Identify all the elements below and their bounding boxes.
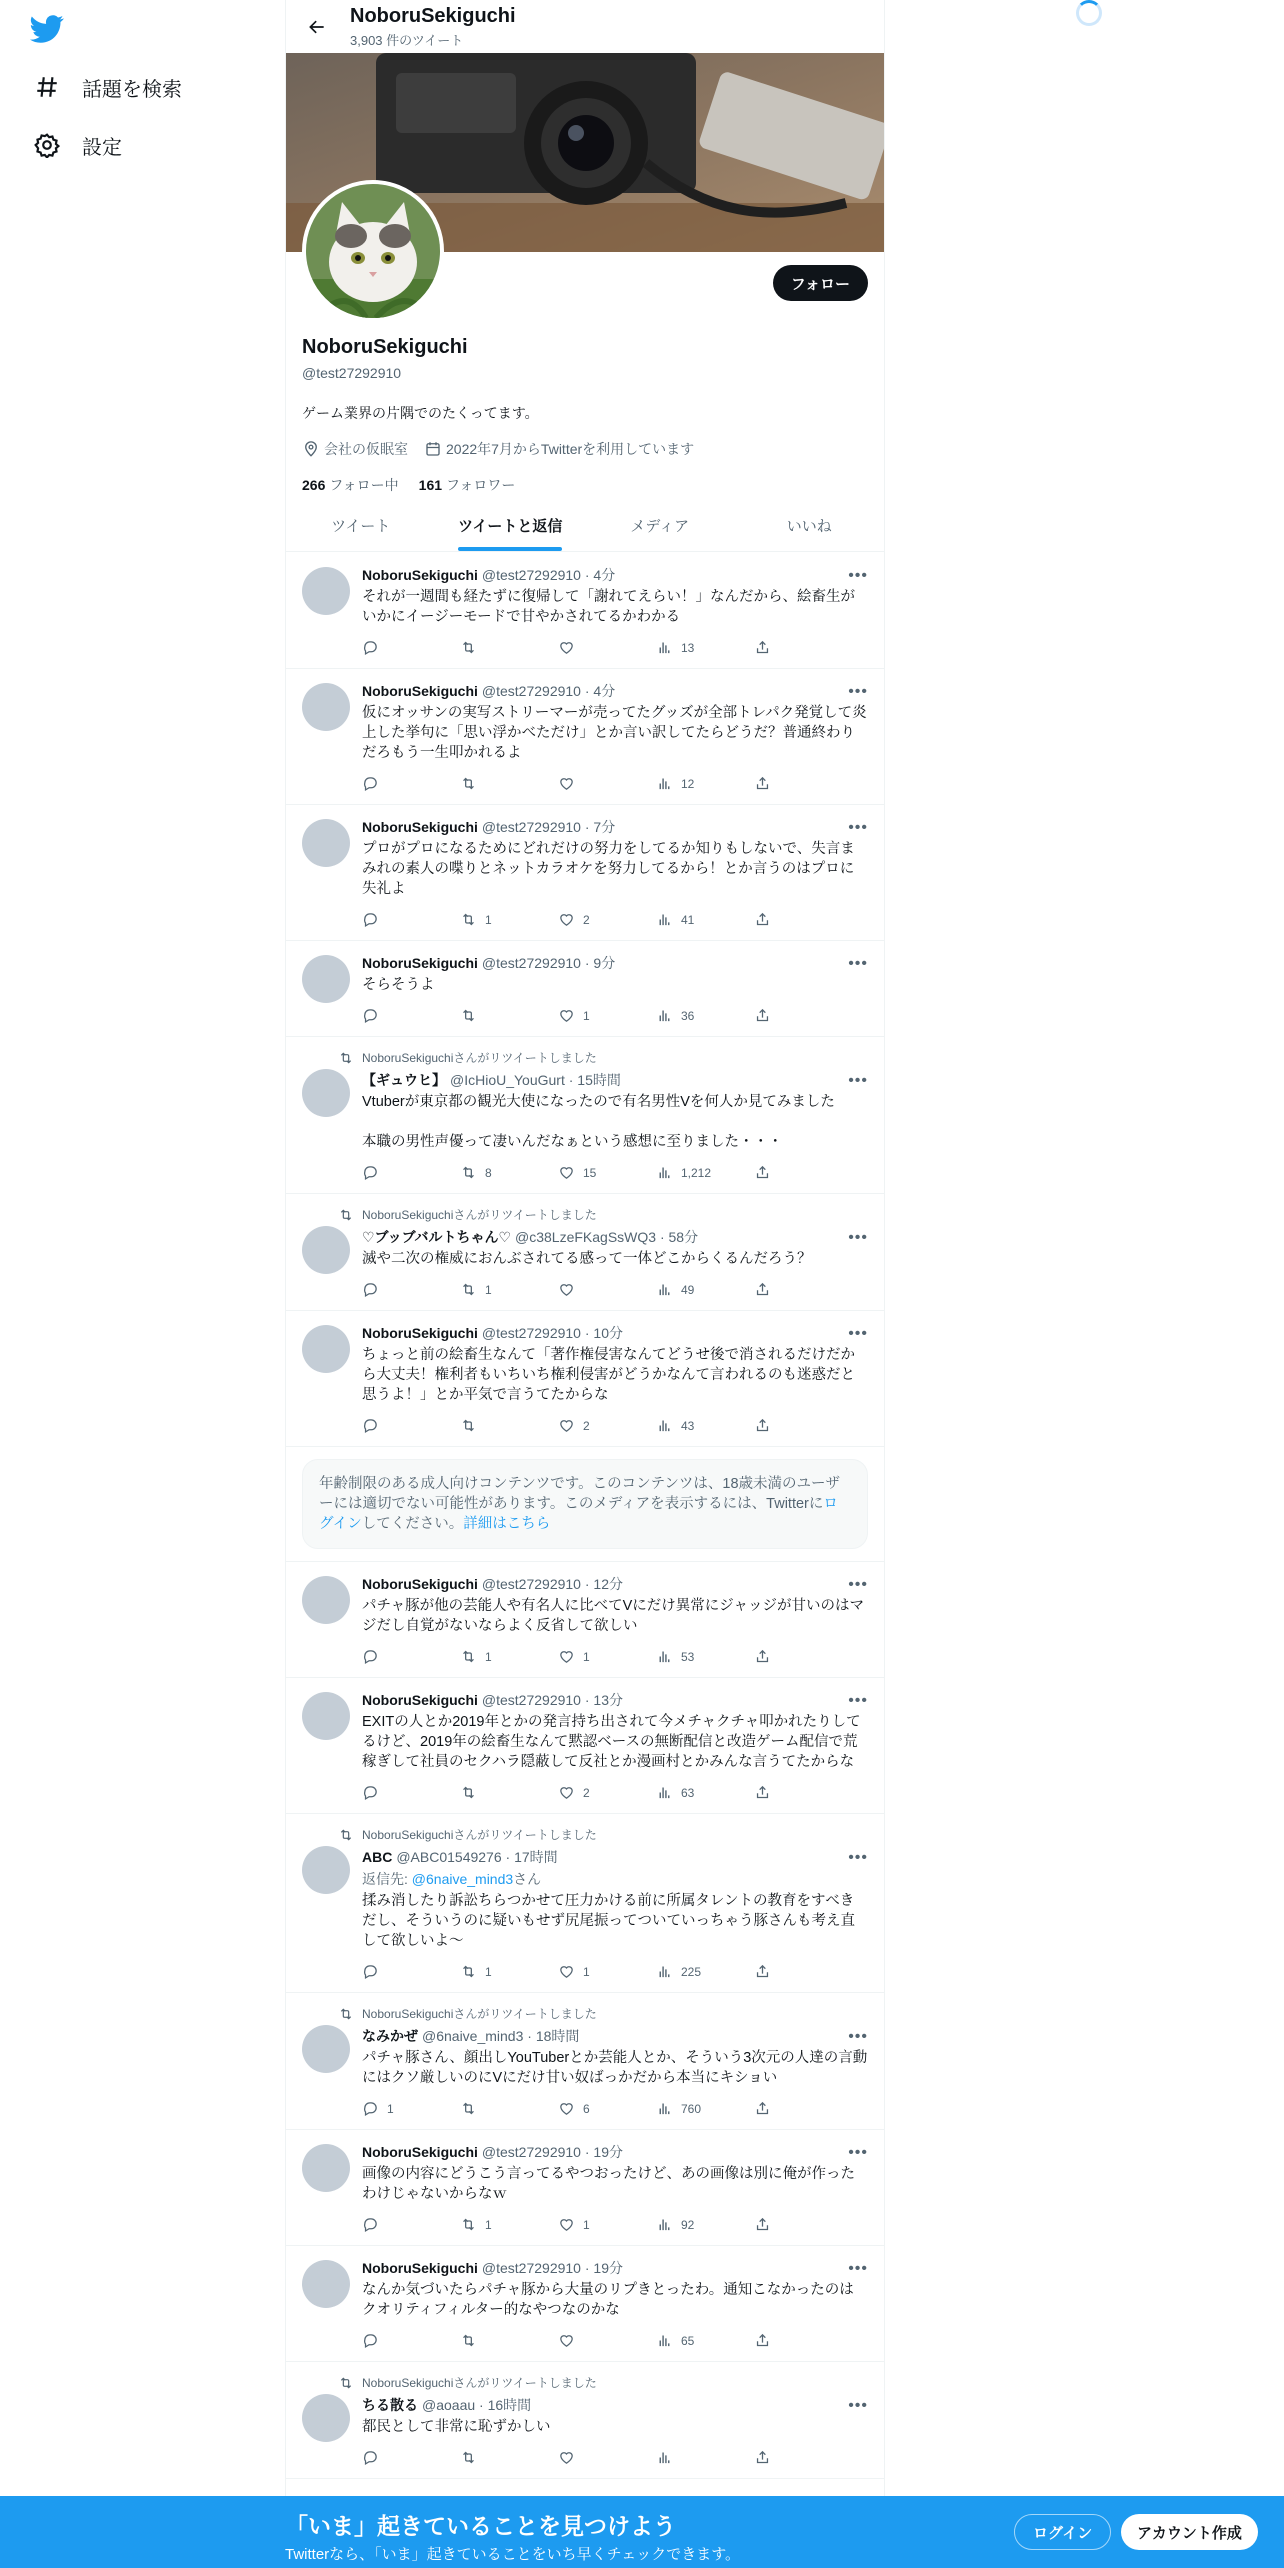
reply-icon xyxy=(362,911,379,928)
tweet-avatar[interactable] xyxy=(302,2394,350,2442)
reply-icon xyxy=(362,1281,379,1298)
like-button[interactable]: 2 xyxy=(558,1784,656,1801)
tweet[interactable] xyxy=(286,1993,884,2130)
share-button[interactable] xyxy=(754,1784,779,1801)
views-button[interactable]: 760 xyxy=(656,2100,754,2117)
retweet-button[interactable]: 1 xyxy=(460,1963,558,1980)
retweet-button[interactable] xyxy=(460,1007,558,1024)
back-arrow-icon[interactable] xyxy=(300,10,334,44)
profile-display-name: NoboruSekiguchi xyxy=(302,336,468,358)
tweet-meta[interactable]: @test27292910 · 19分 xyxy=(481,2144,623,2160)
tweet[interactable] xyxy=(286,2130,884,2246)
views-button[interactable]: 13 xyxy=(656,639,754,656)
tweet-avatar[interactable] xyxy=(302,2025,350,2073)
retweet-small-icon xyxy=(338,1050,354,1066)
tweet-text: 揉み消したり訴訟ちらつかせて圧力かける前に所属タレントの教育をすべきだし、そういうのに疑いもせず尻尾振ってついていっちゃう豚さんも考え直して欲しいよ〜 xyxy=(362,1893,855,1949)
retweet-small-icon xyxy=(338,2006,354,2022)
reply-button[interactable] xyxy=(362,2449,460,2466)
profile-handle: @test27292910 xyxy=(302,365,402,381)
heart-icon xyxy=(558,911,575,928)
tweet-meta[interactable]: @test27292910 · 12分 xyxy=(481,1576,623,1592)
views-chart-icon xyxy=(656,1164,673,1181)
like-button[interactable]: 1 xyxy=(558,1648,656,1665)
tweet-text: パチャ豚が他の芸能人や有名人に比べてVにだけ異常にジャッジが甘いのはマジだし自覚がないならよく反省して欲しい xyxy=(362,1598,864,1634)
more-options-icon[interactable]: ••• xyxy=(848,2397,868,2414)
timeline xyxy=(286,553,884,2479)
hashtag-icon xyxy=(34,74,60,100)
retweeted-by-label: NoboruSekiguchiさんがリツイートしました xyxy=(338,1206,868,1223)
tweet-avatar[interactable] xyxy=(302,1226,350,1274)
retweet-icon xyxy=(460,1417,477,1434)
tweet-avatar[interactable] xyxy=(302,683,350,731)
retweet-button[interactable] xyxy=(460,775,558,792)
tweet[interactable] xyxy=(286,1194,884,1311)
like-button[interactable]: 2 xyxy=(558,1417,656,1434)
tweet-text: パチャ豚さん、顔出しYouTuberとか芸能人とか、そういう3次元の人達の言動にはクソ厳しいのにVにだけ甘い奴ばっかだから本当にキショい xyxy=(362,2050,868,2086)
reply-icon xyxy=(362,2449,379,2466)
more-options-icon[interactable]: ••• xyxy=(848,1325,868,1342)
retweet-small-icon xyxy=(338,1827,354,1843)
follow-button[interactable]: フォロー xyxy=(773,265,868,301)
views-button[interactable]: 53 xyxy=(656,1648,754,1665)
tweet-author-name[interactable]: NoboruSekiguchi xyxy=(362,819,478,835)
tweet-avatar[interactable] xyxy=(302,1576,350,1624)
views-chart-icon xyxy=(656,1648,673,1665)
views-chart-icon xyxy=(656,1281,673,1298)
share-icon xyxy=(754,2332,771,2349)
views-button[interactable]: 43 xyxy=(656,1417,754,1434)
retweet-button[interactable] xyxy=(460,2449,558,2466)
tweet-author-name[interactable]: NoboruSekiguchi xyxy=(362,955,478,971)
tweet-text: プロがプロになるためにどれだけの努力をしてるか知りもしないで、失言まみれの素人の喋りとネットカラオケを努力してるから！とか言うのはプロに失礼よ xyxy=(362,841,855,897)
tweet-text: Vtuberが東京都の観光大使になったので有名男性Vを何人か見てみました 本職の男性声優って凄いんだなぁという感想に至りました・・・ xyxy=(362,1094,835,1150)
views-button[interactable] xyxy=(656,2449,754,2466)
profile-column xyxy=(285,0,885,2568)
retweeted-by-label: NoboruSekiguchiさんがリツイートしました xyxy=(338,1049,868,1066)
reply-button[interactable] xyxy=(362,1648,460,1665)
retweet-small-icon xyxy=(338,2375,354,2391)
views-chart-icon xyxy=(656,911,673,928)
views-chart-icon xyxy=(656,1963,673,1980)
profile-joined: 2022年7月からTwitterを利用しています xyxy=(424,439,694,459)
calendar-icon xyxy=(424,440,442,458)
tweet-avatar[interactable] xyxy=(302,2260,350,2308)
share-icon xyxy=(754,1007,771,1024)
followers-count-link[interactable]: 161 フォロワー xyxy=(418,477,516,493)
retweet-icon xyxy=(460,639,477,656)
tweet-text: EXITの人とか2019年とかの発言持ち出されて今メチャクチャ叩かれたりしてるけど、2019年の絵畜生なんて黙認ベースの無断配信と改造ゲーム配信で荒稼ぎして社員のセクハラ隠蔽して反社とか漫画村とかみんな言うてたからな xyxy=(362,1714,861,1770)
reply-icon xyxy=(362,2100,379,2117)
profile-bio: ゲーム業界の片隅でのたくってます。 xyxy=(302,405,539,421)
retweet-icon xyxy=(460,775,477,792)
tweet-meta[interactable]: @test27292910 · 4分 xyxy=(481,567,616,583)
tweet-avatar[interactable] xyxy=(302,1069,350,1117)
reply-icon xyxy=(362,1417,379,1434)
tweet-meta[interactable]: @test27292910 · 9分 xyxy=(481,955,616,971)
like-button[interactable]: 6 xyxy=(558,2100,656,2117)
views-chart-icon xyxy=(656,1007,673,1024)
tweet-author-name[interactable]: ちる散る xyxy=(362,2397,418,2413)
share-icon xyxy=(754,2449,771,2466)
views-button[interactable]: 12 xyxy=(656,775,754,792)
tweet[interactable] xyxy=(286,1678,884,1814)
tweet-meta[interactable]: @test27292910 · 10分 xyxy=(481,1325,623,1341)
tab-tweets[interactable]: ツイート xyxy=(331,517,391,535)
reply-icon xyxy=(362,775,379,792)
share-icon xyxy=(754,1784,771,1801)
tweet-text: 仮にオッサンの実写ストリーマーが売ってたグッズが全部トレパク発覚して炎上した挙句に「思い浮かべただけ」とか言い訳してたらどうだ？普通終わりだろもう一生叩かれるよ xyxy=(362,705,867,761)
retweet-button[interactable]: 1 xyxy=(460,911,558,928)
views-button[interactable]: 225 xyxy=(656,1963,754,1980)
tweet[interactable] xyxy=(286,2246,884,2362)
tweet-author-name[interactable]: 【ギュウヒ】 xyxy=(362,1072,446,1088)
retweeted-by-label: NoboruSekiguchiさんがリツイートしました xyxy=(338,2005,868,2022)
reply-button[interactable] xyxy=(362,775,460,792)
tweet-meta[interactable]: @c38LzeFKagSsWQ3 · 58分 xyxy=(515,1229,699,1245)
nav-settings-label: 設定 xyxy=(82,136,122,159)
tweet-text: 滅や二次の権威におんぶされてる感って一体どこからくるんだろう？ xyxy=(362,1251,812,1267)
share-button[interactable] xyxy=(754,2449,779,2466)
reply-button[interactable] xyxy=(362,911,460,928)
tweet-author-name[interactable]: NoboruSekiguchi xyxy=(362,1692,478,1708)
more-options-icon[interactable]: ••• xyxy=(848,1692,868,1709)
retweet-icon xyxy=(460,2216,477,2233)
views-button[interactable]: 1,212 xyxy=(656,1164,754,1181)
share-button[interactable] xyxy=(754,1417,779,1434)
tweet-meta[interactable]: @test27292910 · 4分 xyxy=(481,683,616,699)
tweet[interactable] xyxy=(286,1814,884,1993)
heart-icon xyxy=(558,2216,575,2233)
reply-icon xyxy=(362,1963,379,1980)
tweet-avatar[interactable] xyxy=(302,819,350,867)
share-button[interactable] xyxy=(754,1963,779,1980)
reply-icon xyxy=(362,1164,379,1181)
share-icon xyxy=(754,1164,771,1181)
like-button[interactable]: 1 xyxy=(558,2216,656,2233)
share-button[interactable] xyxy=(754,1164,779,1181)
share-icon xyxy=(754,1963,771,1980)
views-chart-icon xyxy=(656,2100,673,2117)
views-chart-icon xyxy=(656,2449,673,2466)
header-name: NoboruSekiguchi xyxy=(350,4,516,27)
heart-icon xyxy=(558,2332,575,2349)
retweet-icon xyxy=(460,1281,477,1298)
retweeted-by-label: NoboruSekiguchiさんがリツイートしました xyxy=(338,2374,868,2391)
like-button[interactable] xyxy=(558,1281,656,1298)
share-button[interactable] xyxy=(754,1007,779,1024)
tweet-meta[interactable]: @test27292910 · 19分 xyxy=(481,2260,623,2276)
views-button[interactable]: 65 xyxy=(656,2332,754,2349)
retweet-icon xyxy=(460,1164,477,1181)
views-button[interactable]: 63 xyxy=(656,1784,754,1801)
more-options-icon[interactable]: ••• xyxy=(848,2260,868,2277)
tweet-avatar[interactable] xyxy=(302,1846,350,1894)
heart-icon xyxy=(558,639,575,656)
tweet-author-name[interactable]: NoboruSekiguchi xyxy=(362,2144,478,2160)
share-button[interactable] xyxy=(754,2216,779,2233)
more-options-icon[interactable]: ••• xyxy=(848,567,868,584)
share-icon xyxy=(754,2100,771,2117)
reply-icon xyxy=(362,2332,379,2349)
profile-header-bar xyxy=(286,0,884,53)
share-icon xyxy=(754,1281,771,1298)
tweet-avatar[interactable] xyxy=(302,567,350,615)
share-button[interactable] xyxy=(754,911,779,928)
reply-icon xyxy=(362,1007,379,1024)
retweet-button[interactable] xyxy=(460,2100,558,2117)
share-button[interactable] xyxy=(754,639,779,656)
share-button[interactable] xyxy=(754,2332,779,2349)
reply-icon xyxy=(362,1784,379,1801)
tweet[interactable] xyxy=(286,553,884,669)
views-chart-icon xyxy=(656,2332,673,2349)
more-options-icon[interactable]: ••• xyxy=(848,2144,868,2161)
reply-button[interactable] xyxy=(362,1784,460,1801)
notice-details-link[interactable]: 詳細はこちら xyxy=(463,1516,551,1532)
loading-spinner-icon xyxy=(1076,0,1102,26)
reply-button[interactable] xyxy=(362,639,460,656)
heart-icon xyxy=(558,1417,575,1434)
tweet-text: 画像の内容にどうこう言ってるやつおったけど、あの画像は別に俺が作ったわけじゃないからなｗ xyxy=(362,2166,855,2202)
profile-tabs xyxy=(286,499,884,552)
like-button[interactable]: 2 xyxy=(558,911,656,928)
gear-icon xyxy=(34,132,60,158)
signup-banner xyxy=(0,2496,1284,2568)
tweet-avatar[interactable] xyxy=(302,2144,350,2192)
tweet[interactable] xyxy=(286,1562,884,1678)
tweet-author-name[interactable]: NoboruSekiguchi xyxy=(362,2260,478,2276)
more-options-icon[interactable]: ••• xyxy=(848,955,868,972)
reply-button[interactable] xyxy=(362,2332,460,2349)
profile-info xyxy=(302,336,870,495)
tweet-author-name[interactable]: NoboruSekiguchi xyxy=(362,567,478,583)
signup-banner-subtitle: Twitterなら、「いま」起きていることをいち早くチェックできます。 xyxy=(285,2546,741,2563)
location-pin-icon xyxy=(302,440,320,458)
tweet[interactable] xyxy=(286,1037,884,1194)
retweet-icon xyxy=(460,911,477,928)
like-button[interactable]: 15 xyxy=(558,1164,656,1181)
signup-banner-title: 「いま」起きていることを見つけよう xyxy=(285,2513,676,2539)
retweet-button[interactable]: 1 xyxy=(460,1648,558,1665)
signup-button[interactable]: アカウント作成 xyxy=(1121,2514,1258,2550)
retweet-button[interactable]: 1 xyxy=(460,1281,558,1298)
views-button[interactable]: 49 xyxy=(656,1281,754,1298)
nav-explore-label: 話題を検索 xyxy=(82,78,182,101)
nav-settings[interactable] xyxy=(34,125,122,165)
tweet[interactable] xyxy=(286,2362,884,2479)
retweet-icon xyxy=(460,1784,477,1801)
heart-icon xyxy=(558,1784,575,1801)
reply-button[interactable] xyxy=(362,1417,460,1434)
share-icon xyxy=(754,639,771,656)
tweet-author-name[interactable]: NoboruSekiguchi xyxy=(362,683,478,699)
tweet-author-name[interactable]: なみかぜ xyxy=(362,2028,418,2044)
retweeted-by-label: NoboruSekiguchiさんがリツイートしました xyxy=(338,1826,868,1843)
profile-location: 会社の仮眠室 xyxy=(302,439,408,459)
reply-button[interactable] xyxy=(362,1007,460,1024)
tweet-meta[interactable]: @6naive_mind3 · 18時間 xyxy=(422,2028,580,2044)
tab-tweets-and-replies[interactable]: ツイートと返信 xyxy=(436,499,586,551)
tweet-meta[interactable]: @test27292910 · 13分 xyxy=(481,1692,623,1708)
nav-explore[interactable] xyxy=(34,67,182,107)
tweet-avatar[interactable] xyxy=(302,1325,350,1373)
heart-icon xyxy=(558,1007,575,1024)
tweet-author-name[interactable]: ABC xyxy=(362,1849,393,1865)
share-button[interactable] xyxy=(754,1281,779,1298)
more-options-icon[interactable]: ••• xyxy=(848,1229,868,1246)
views-button[interactable]: 36 xyxy=(656,1007,754,1024)
heart-icon xyxy=(558,1648,575,1665)
retweet-icon xyxy=(460,1648,477,1665)
retweet-icon xyxy=(460,1963,477,1980)
reply-button[interactable] xyxy=(362,1164,460,1181)
login-button[interactable]: ログイン xyxy=(1014,2514,1111,2550)
like-button[interactable]: 1 xyxy=(558,1007,656,1024)
notice-login-link[interactable]: ログイン xyxy=(319,1496,838,1532)
tweet-avatar[interactable] xyxy=(302,955,350,1003)
tweet-avatar[interactable] xyxy=(302,1692,350,1740)
more-options-icon[interactable]: ••• xyxy=(848,683,868,700)
tweet-author-name[interactable]: NoboruSekiguchi xyxy=(362,1325,478,1341)
retweet-button[interactable] xyxy=(460,2332,558,2349)
share-button[interactable] xyxy=(754,775,779,792)
header-tweet-count: 3,903 件のツイート xyxy=(350,32,464,48)
share-icon xyxy=(754,775,771,792)
tweet[interactable] xyxy=(286,1311,884,1447)
tweet-meta[interactable]: @IcHioU_YouGurt · 15時間 xyxy=(450,1072,621,1088)
views-chart-icon xyxy=(656,1417,673,1434)
tweet[interactable] xyxy=(286,805,884,941)
heart-icon xyxy=(558,2449,575,2466)
retweet-icon xyxy=(460,2332,477,2349)
like-button[interactable] xyxy=(558,2332,656,2349)
tweet-meta[interactable]: @ABC01549276 · 17時間 xyxy=(396,1849,558,1865)
tweet-meta[interactable]: @test27292910 · 7分 xyxy=(481,819,616,835)
tweet-text: そらそうよ xyxy=(362,977,435,993)
more-options-icon[interactable]: ••• xyxy=(848,1072,868,1089)
heart-icon xyxy=(558,775,575,792)
heart-icon xyxy=(558,1963,575,1980)
tweet-text: 都民として非常に恥ずかしい xyxy=(362,2419,551,2435)
share-button[interactable] xyxy=(754,1648,779,1665)
reply-to-label: 返信先: @6naive_mind3さん xyxy=(362,1871,542,1887)
tweet[interactable] xyxy=(286,669,884,805)
retweet-button[interactable]: 8 xyxy=(460,1164,558,1181)
heart-icon xyxy=(558,2100,575,2117)
share-icon xyxy=(754,2216,771,2233)
retweet-small-icon xyxy=(338,1207,354,1223)
more-options-icon[interactable]: ••• xyxy=(848,1576,868,1593)
retweet-button[interactable] xyxy=(460,639,558,656)
tweet[interactable] xyxy=(286,941,884,1037)
reply-button[interactable] xyxy=(362,1281,460,1298)
tab-likes[interactable]: いいね xyxy=(786,517,832,535)
tweet-text: なんか気づいたらパチャ豚から大量のリプきとったわ。通知こなかったのはクオリティフィルター的なやつなのかな xyxy=(362,2282,854,2318)
like-button[interactable] xyxy=(558,639,656,656)
share-icon xyxy=(754,1417,771,1434)
reply-icon xyxy=(362,2216,379,2233)
reply-button[interactable] xyxy=(362,2216,460,2233)
share-button[interactable] xyxy=(754,2100,779,2117)
reply-icon xyxy=(362,639,379,656)
retweet-icon xyxy=(460,2100,477,2117)
reply-button[interactable]: 1 xyxy=(362,2100,460,2117)
more-options-icon[interactable]: ••• xyxy=(848,2028,868,2045)
sensitive-content-notice: 年齢制限のある成人向けコンテンツです。このコンテンツは、18歳未満のユーザーには適切でない可能性があります。このメディアを表示するには、Twitterにログインしてください。詳細はこちら xyxy=(286,1459,884,1562)
profile-avatar[interactable] xyxy=(302,180,444,322)
like-button[interactable]: 1 xyxy=(558,1963,656,1980)
like-button[interactable] xyxy=(558,2449,656,2466)
views-button[interactable]: 41 xyxy=(656,911,754,928)
like-button[interactable] xyxy=(558,775,656,792)
reply-button[interactable] xyxy=(362,1963,460,1980)
following-count-link[interactable]: 266 フォロー中 xyxy=(302,477,399,493)
share-icon xyxy=(754,911,771,928)
heart-icon xyxy=(558,1164,575,1181)
tweet-text: ちょっと前の絵畜生なんて「著作権侵害なんてどうせ後で消されるだけだから大丈夫！権利者もいちいち権利侵害がどうかなんて言われるのも迷惑だと思うよ！」とか平気で言うてたからな xyxy=(362,1347,855,1403)
more-options-icon[interactable]: ••• xyxy=(848,819,868,836)
retweet-icon xyxy=(460,1007,477,1024)
tab-media[interactable]: メディア xyxy=(630,517,690,535)
tweet-text: それが一週間も経たずに復帰して「謝れてえらい！」なんだから、絵畜生がいかにイージーモードで甘やかされてるかわかる xyxy=(362,589,855,625)
tweet-author-name[interactable]: ♡ブッブバルトちゃん♡ xyxy=(362,1229,512,1245)
retweet-button[interactable]: 1 xyxy=(460,2216,558,2233)
more-options-icon[interactable]: ••• xyxy=(848,1849,868,1866)
views-chart-icon xyxy=(656,2216,673,2233)
retweet-button[interactable] xyxy=(460,1784,558,1801)
reply-icon xyxy=(362,1648,379,1665)
views-chart-icon xyxy=(656,639,673,656)
tweet-author-name[interactable]: NoboruSekiguchi xyxy=(362,1576,478,1592)
views-button[interactable]: 92 xyxy=(656,2216,754,2233)
tweet-meta[interactable]: @aoaau · 16時間 xyxy=(422,2397,532,2413)
twitter-bird-icon[interactable] xyxy=(30,12,66,48)
retweet-icon xyxy=(460,2449,477,2466)
retweet-button[interactable] xyxy=(460,1417,558,1434)
views-chart-icon xyxy=(656,1784,673,1801)
views-chart-icon xyxy=(656,775,673,792)
heart-icon xyxy=(558,1281,575,1298)
share-icon xyxy=(754,1648,771,1665)
